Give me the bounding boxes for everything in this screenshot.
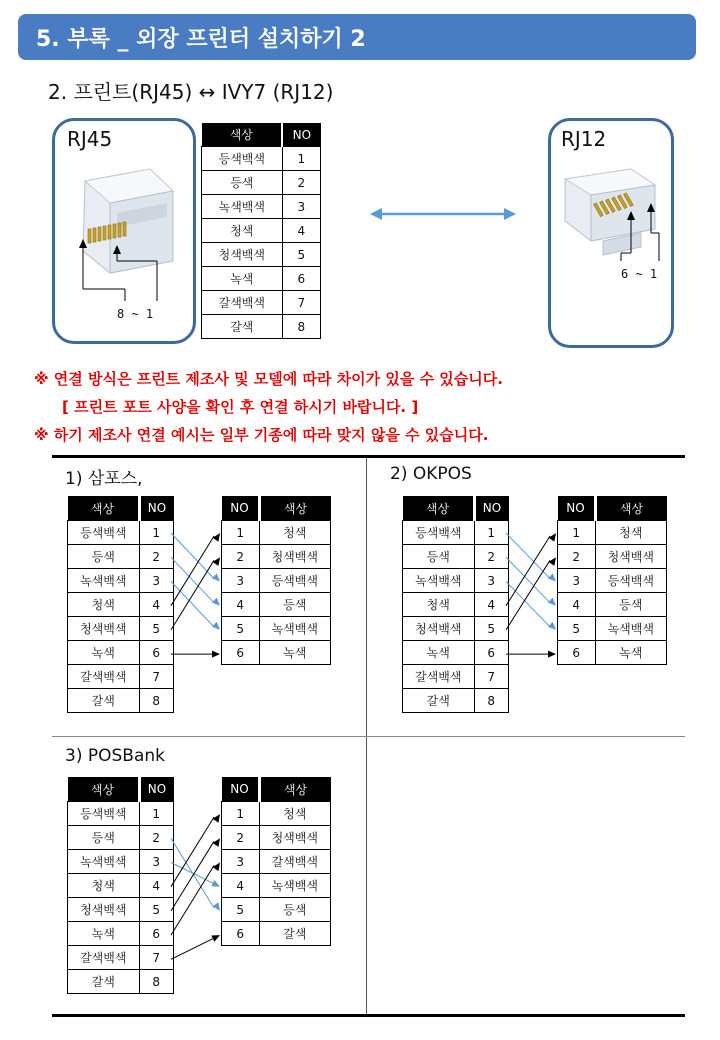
table-cell: 등색	[68, 826, 140, 850]
wire-arrowhead	[213, 902, 220, 911]
table-cell: 1	[558, 521, 596, 545]
table-cell: 2	[222, 545, 260, 569]
table-cell: 등색	[595, 593, 667, 617]
color-cell: 갈색	[202, 315, 283, 339]
table-header-cell: NO	[474, 496, 509, 521]
table-cell: 4	[558, 593, 596, 617]
table-cell: 6	[139, 641, 174, 665]
table-cell: 5	[139, 898, 174, 922]
pin-color-rows	[202, 147, 321, 339]
table-header-cell: NO	[222, 496, 260, 521]
pin-no-cell: 7	[282, 291, 320, 315]
table-cell: 등색	[403, 545, 475, 569]
table-cell: 청색백색	[259, 545, 331, 569]
section-posbank	[55, 737, 365, 1014]
table-cell: 등색백색	[68, 521, 140, 545]
table-cell: 4	[222, 874, 260, 898]
rj45-label: RJ45	[67, 127, 113, 151]
table-cell: 4	[139, 593, 174, 617]
table-cell: 녹색	[68, 922, 140, 946]
table-cell: 1	[474, 521, 509, 545]
wire-arrowhead	[213, 814, 220, 823]
table-row	[202, 219, 321, 243]
section-subtitle: 2. 프린트(RJ45) ↔ IVY7 (RJ12)	[48, 80, 334, 104]
note-2: [ 프린트 포트 사양을 확인 후 연결 하시기 바랍니다. ]	[62, 398, 419, 416]
rj12-pin-label: 6 ~ 1	[621, 267, 658, 281]
table-cell: 갈색	[259, 922, 331, 946]
color-cell: 갈색백색	[202, 291, 283, 315]
section-title: 3) POSBank	[65, 746, 165, 766]
pin-no-cell: 3	[282, 195, 320, 219]
rj45-box	[52, 118, 196, 344]
color-cell: 등색백색	[202, 147, 283, 171]
table-cell: 갈색백색	[68, 946, 140, 970]
pin-no-cell: 2	[282, 171, 320, 195]
table-cell: 3	[139, 569, 174, 593]
table-row	[202, 147, 321, 171]
table-cell: 1	[139, 521, 174, 545]
table-row	[202, 195, 321, 219]
double-arrow-icon	[368, 206, 518, 222]
table-cell: 1	[222, 521, 260, 545]
examples-bottom-rule	[52, 1014, 685, 1017]
pin-no-cell: 6	[282, 267, 320, 291]
section-title: 2) OKPOS	[390, 464, 472, 484]
table-cell: 갈색백색	[403, 665, 475, 689]
table-header-cell: 색상	[68, 777, 140, 802]
rj45-plug-image	[55, 121, 193, 331]
table-cell: 청색백색	[403, 617, 475, 641]
wire-arrowhead	[213, 557, 220, 566]
table-header-cell: NO	[139, 777, 174, 802]
color-cell: 등색	[202, 171, 283, 195]
table-header-cell: 색상	[68, 496, 140, 521]
table-header-cell: 색상	[259, 777, 331, 802]
table-cell: 청색백색	[68, 617, 140, 641]
table-cell: 7	[139, 665, 174, 689]
table-cell: 청색	[68, 874, 140, 898]
table-cell: 3	[222, 850, 260, 874]
table-header-cell: NO	[139, 496, 174, 521]
table-cell: 2	[139, 545, 174, 569]
table-cell: 4	[222, 593, 260, 617]
page-title: 5. 부록 _ 외장 프린터 설치하기 2	[36, 27, 366, 52]
pin-no-cell: 1	[282, 147, 320, 171]
note-3: ※ 하기 제조사 연결 예시는 일부 기종에 따라 맞지 않을 수 있습니다.	[34, 426, 489, 444]
color-cell: 청색	[202, 219, 283, 243]
pin-no-cell: 8	[282, 315, 320, 339]
table-header-cell: 색상	[403, 496, 475, 521]
pin-no-cell: 4	[282, 219, 320, 243]
table-header-cell: NO	[222, 777, 260, 802]
wire-arrowhead	[549, 533, 556, 542]
table-cell: 녹색	[259, 641, 331, 665]
table-cell: 등색	[68, 545, 140, 569]
table-cell: 5	[222, 617, 260, 641]
wiring-diagram	[55, 458, 355, 708]
table-cell: 청색	[259, 521, 331, 545]
table-header-cell: NO	[558, 496, 596, 521]
wire-arrowhead	[213, 533, 220, 542]
wire-arrowhead	[213, 863, 220, 872]
wire-arrowhead	[548, 598, 556, 606]
table-cell: 청색	[68, 593, 140, 617]
table-cell: 녹색	[403, 641, 475, 665]
table-cell: 갈색	[68, 689, 140, 713]
wire-arrowhead	[212, 622, 220, 630]
table-cell: 6	[222, 922, 260, 946]
table-cell: 3	[474, 569, 509, 593]
table-cell: 녹색백색	[403, 569, 475, 593]
wire-arrowhead	[212, 573, 220, 581]
table-cell: 6	[558, 641, 596, 665]
table-cell: 3	[558, 569, 596, 593]
table-cell: 녹색	[595, 641, 667, 665]
header-no: NO	[282, 123, 320, 147]
table-cell: 1	[222, 802, 260, 826]
table-cell: 8	[474, 689, 509, 713]
rj12-plug-image	[551, 121, 671, 336]
table-header-row	[202, 123, 321, 147]
table-cell: 청색백색	[595, 545, 667, 569]
table-cell: 갈색백색	[68, 665, 140, 689]
header-banner	[18, 14, 696, 60]
table-cell: 녹색백색	[259, 617, 331, 641]
table-cell: 등색	[259, 593, 331, 617]
table-row	[202, 171, 321, 195]
table-row	[202, 267, 321, 291]
color-cell: 녹색	[202, 267, 283, 291]
table-cell: 4	[474, 593, 509, 617]
header-color: 색상	[202, 123, 283, 147]
table-cell: 4	[139, 874, 174, 898]
table-cell: 5	[558, 617, 596, 641]
wiring-diagram	[368, 458, 668, 708]
section-okpos	[368, 458, 684, 736]
wire-arrowhead	[213, 838, 220, 847]
table-cell: 7	[474, 665, 509, 689]
table-cell: 5	[474, 617, 509, 641]
table-cell: 5	[222, 898, 260, 922]
table-cell: 청색백색	[68, 898, 140, 922]
table-cell: 2	[474, 545, 509, 569]
table-cell: 등색백색	[68, 802, 140, 826]
table-row	[202, 315, 321, 339]
table-cell: 7	[139, 946, 174, 970]
wire-arrowhead	[548, 651, 556, 658]
table-cell: 6	[139, 922, 174, 946]
wire-arrowhead	[212, 651, 220, 658]
table-cell: 청색	[259, 802, 331, 826]
table-header-cell: 색상	[595, 496, 667, 521]
color-cell: 녹색백색	[202, 195, 283, 219]
table-cell: 녹색	[68, 641, 140, 665]
rj12-box	[548, 118, 674, 348]
section-title: 1) 삼포스,	[65, 469, 143, 489]
table-cell: 녹색백색	[595, 617, 667, 641]
table-row	[202, 291, 321, 315]
table-row	[202, 243, 321, 267]
wire-line	[171, 863, 214, 884]
table-cell: 녹색백색	[259, 874, 331, 898]
table-cell: 갈색	[68, 970, 140, 994]
table-cell: 3	[222, 569, 260, 593]
rj45-pin-label: 8 ~ 1	[117, 307, 154, 321]
table-cell: 2	[558, 545, 596, 569]
table-cell: 2	[222, 826, 260, 850]
wire-arrowhead	[549, 557, 556, 566]
table-cell: 2	[139, 826, 174, 850]
table-cell: 녹색백색	[68, 569, 140, 593]
table-cell: 1	[139, 802, 174, 826]
wire-line	[171, 938, 214, 959]
pin-color-table	[201, 123, 321, 339]
pin-no-cell: 5	[282, 243, 320, 267]
table-cell: 청색	[595, 521, 667, 545]
rj12-label: RJ12	[561, 127, 607, 151]
wire-arrowhead	[212, 598, 220, 606]
table-cell: 6	[474, 641, 509, 665]
table-cell: 8	[139, 970, 174, 994]
table-cell: 녹색백색	[68, 850, 140, 874]
table-cell: 등색	[259, 898, 331, 922]
color-cell: 청색백색	[202, 243, 283, 267]
section-samposs	[55, 458, 365, 736]
table-cell: 8	[139, 689, 174, 713]
wire-arrowhead	[548, 573, 556, 581]
table-cell: 3	[139, 850, 174, 874]
table-cell: 갈색	[403, 689, 475, 713]
wire-arrowhead	[548, 622, 556, 630]
table-header-cell: 색상	[259, 496, 331, 521]
table-cell: 등색백색	[259, 569, 331, 593]
table-cell: 6	[222, 641, 260, 665]
table-cell: 갈색백색	[259, 850, 331, 874]
note-1: ※ 연결 방식은 프린트 제조사 및 모델에 따라 차이가 있을 수 있습니다.	[34, 370, 503, 388]
wiring-diagram	[55, 737, 355, 987]
table-cell: 5	[139, 617, 174, 641]
table-cell: 청색	[403, 593, 475, 617]
table-cell: 등색백색	[403, 521, 475, 545]
table-cell: 등색백색	[595, 569, 667, 593]
table-cell: 청색백색	[259, 826, 331, 850]
